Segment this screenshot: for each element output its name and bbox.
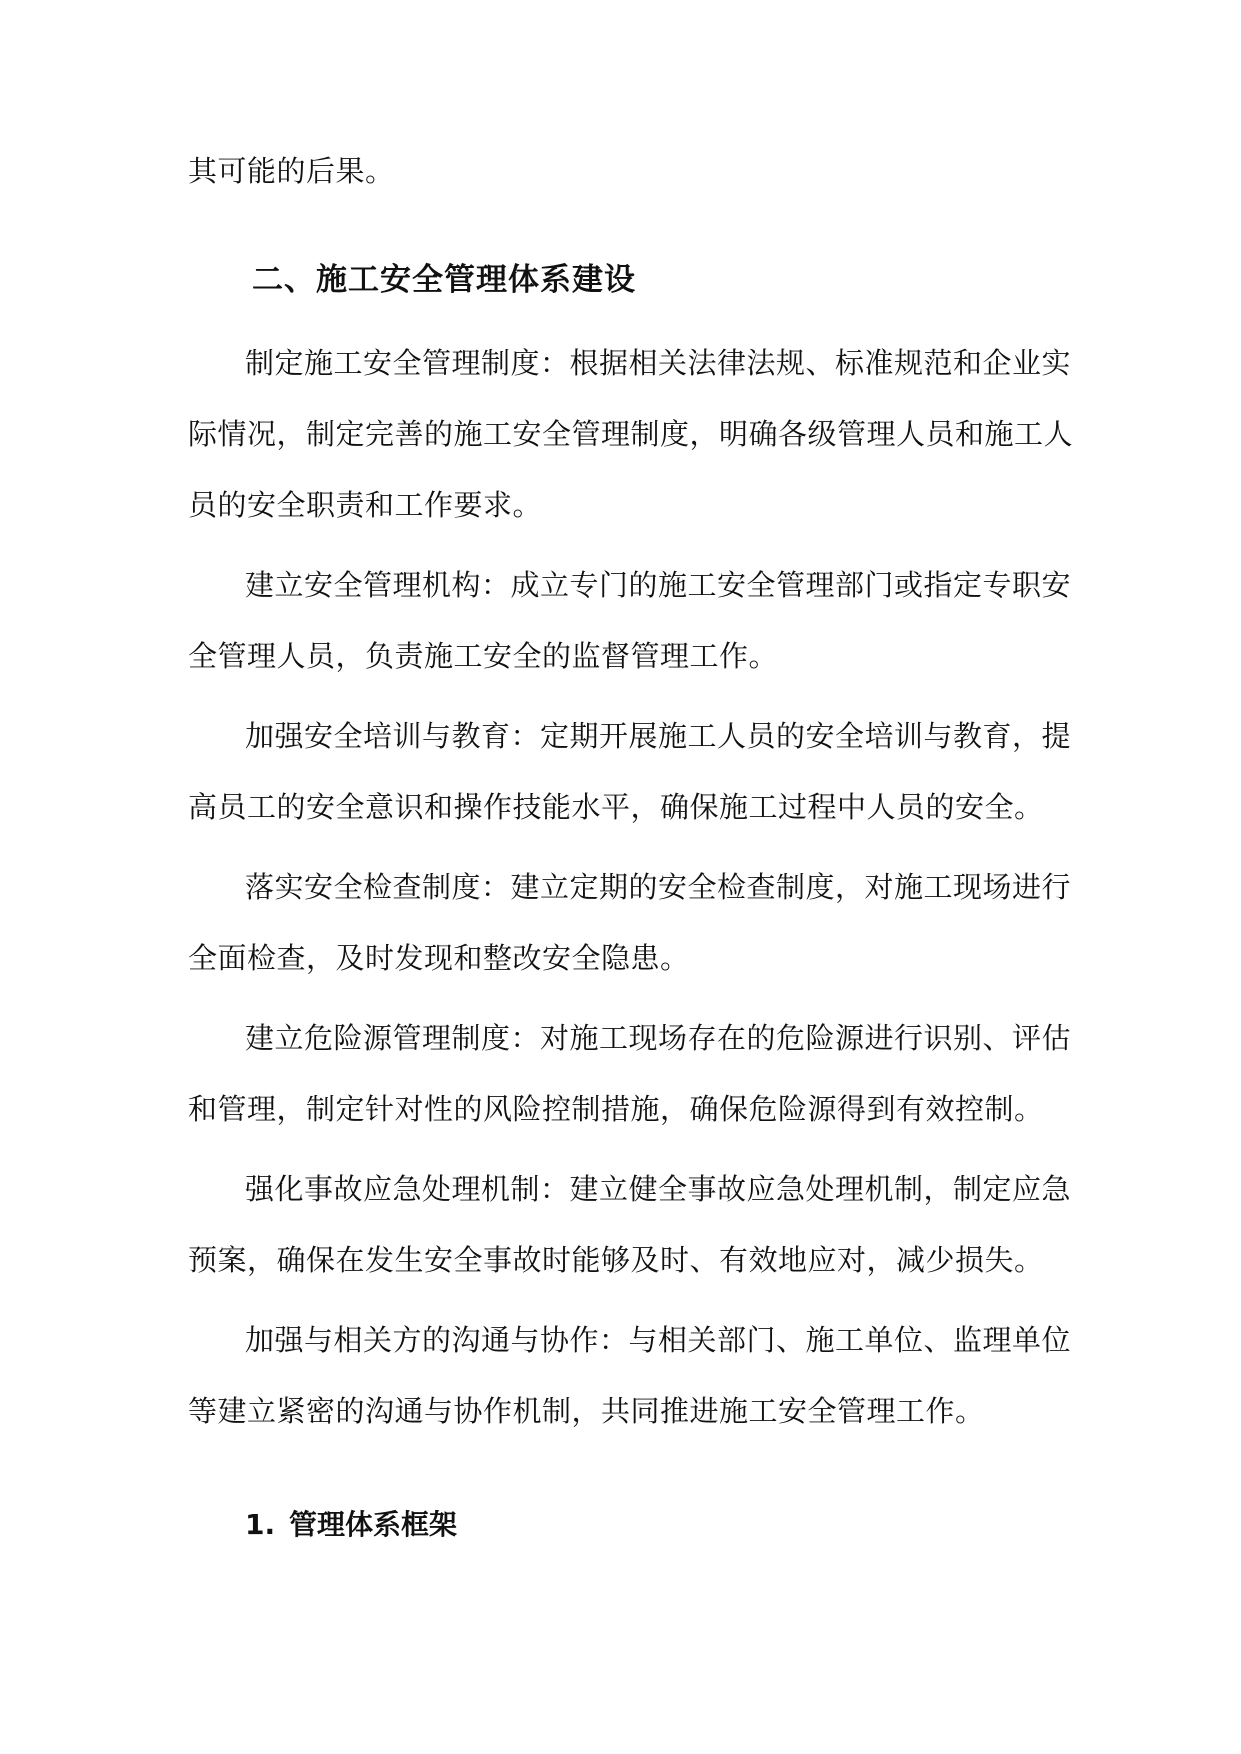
paragraph-line: 际情况，制定完善的施工安全管理制度，明确各级管理人员和施工人 [188, 417, 1074, 451]
paragraph-line: 制定施工安全管理制度：根据相关法律法规、标准规范和企业实 [245, 346, 1072, 380]
continuation-text: 其可能的后果。 [188, 154, 395, 188]
paragraph-line: 全面检查，及时发现和整改安全隐患。 [188, 941, 690, 975]
paragraph-line: 员的安全职责和工作要求。 [188, 488, 543, 522]
subsection-number: 1. [245, 1508, 276, 1541]
subsection-title: 管理体系框架 [289, 1508, 458, 1541]
paragraph-line: 预案，确保在发生安全事故时能够及时、有效地应对，减少损失。 [188, 1243, 1044, 1277]
paragraph-line: 建立危险源管理制度：对施工现场存在的危险源进行识别、评估 [245, 1021, 1072, 1055]
paragraph-line: 加强与相关方的沟通与协作：与相关部门、施工单位、监理单位 [245, 1323, 1072, 1357]
paragraph-line: 高员工的安全意识和操作技能水平，确保施工过程中人员的安全。 [188, 790, 1044, 824]
paragraph-line: 建立安全管理机构：成立专门的施工安全管理部门或指定专职安 [245, 568, 1072, 602]
paragraph-line: 加强安全培训与教育：定期开展施工人员的安全培训与教育，提 [245, 719, 1072, 753]
paragraph-line: 强化事故应急处理机制：建立健全事故应急处理机制，制定应急 [245, 1172, 1072, 1206]
paragraph-line: 等建立紧密的沟通与协作机制，共同推进施工安全管理工作。 [188, 1394, 985, 1428]
subsection-heading [245, 1505, 457, 1545]
paragraph-line: 全管理人员，负责施工安全的监督管理工作。 [188, 639, 779, 673]
paragraph-line: 落实安全检查制度：建立定期的安全检查制度，对施工现场进行 [245, 870, 1072, 904]
paragraph-line: 和管理，制定针对性的风险控制措施，确保危险源得到有效控制。 [188, 1092, 1044, 1126]
section-title: 二、施工安全管理体系建设 [252, 262, 636, 298]
